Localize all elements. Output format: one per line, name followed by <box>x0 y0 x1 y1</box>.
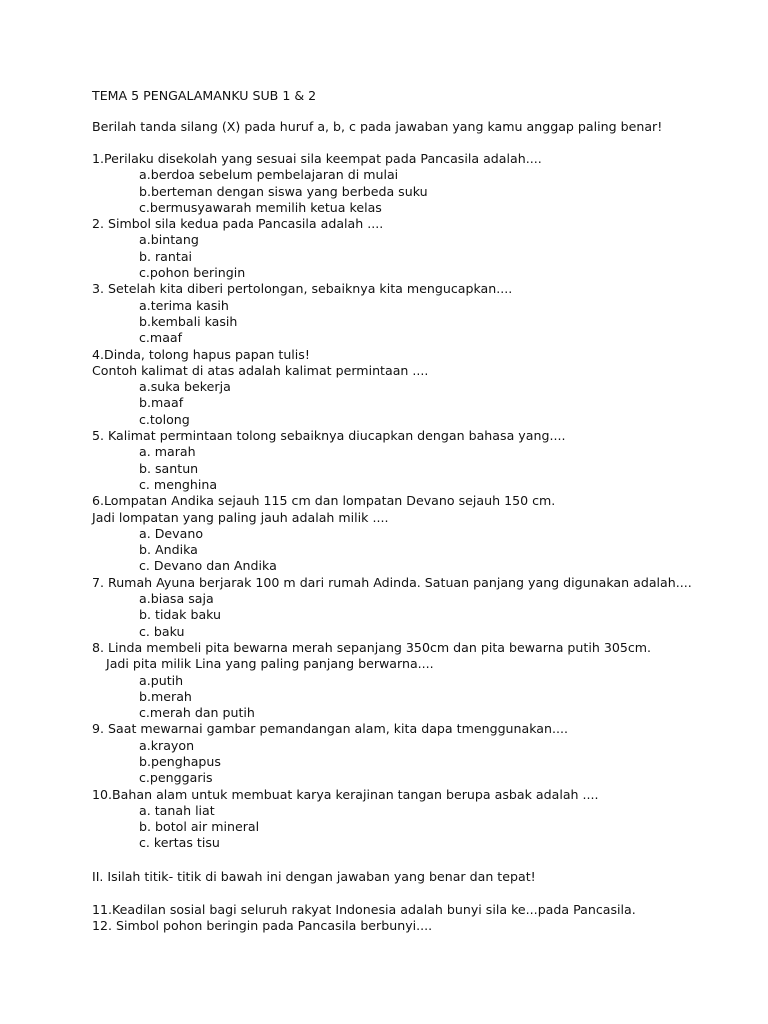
question-text: Contoh kalimat di atas adalah kalimat permintaan .... <box>92 362 429 378</box>
essay-section <box>92 902 636 935</box>
answer-option: c.pohon beringin <box>139 265 246 281</box>
question-text: 1.Perilaku disekolah yang sesuai sila keempat pada Pancasila adalah.... <box>92 151 542 166</box>
answer-option: b.maaf <box>139 395 184 411</box>
question-4 <box>92 347 742 428</box>
answer-option: b.merah <box>139 688 192 704</box>
answer-option: c. menghina <box>139 476 218 492</box>
question-text: 6.Lompatan Andika sejauh 115 cm dan lompatan Devano sejauh 150 cm. <box>92 493 556 509</box>
question-3 <box>92 281 742 346</box>
answer-option: c. kertas tisu <box>139 835 220 851</box>
answer-option: b. santun <box>139 460 199 476</box>
question-text: 10.Bahan alam untuk membuat karya kerajinan tangan berupa asbak adalah .... <box>92 786 599 802</box>
answer-option: b. tidak baku <box>139 607 222 623</box>
question-text: 8. Linda membeli pita bewarna merah sepanjang 350cm dan pita bewarna putih 305cm. <box>92 639 652 655</box>
instruction-text: Berilah tanda silang (X) pada huruf a, b, c pada jawaban yang kamu anggap paling benar! <box>92 119 663 134</box>
question-1 <box>92 151 742 216</box>
question-7 <box>92 575 742 640</box>
answer-option: c. baku <box>139 623 185 639</box>
question-5 <box>92 428 742 493</box>
question-text: 2. Simbol sila kedua pada Pancasila adalah .... <box>92 216 384 232</box>
question-2 <box>92 216 742 281</box>
answer-option: b.kembali kasih <box>139 313 238 329</box>
section-2-heading: II. Isilah titik- titik di bawah ini dengan jawaban yang benar dan tepat! <box>92 869 536 884</box>
answer-option: c.maaf <box>139 330 183 346</box>
question-text: 9. Saat mewarnai gambar pemandangan alam, kita dapa tmenggunakan.... <box>92 721 569 737</box>
answer-option: a.putih <box>139 672 184 688</box>
question-9 <box>92 721 742 786</box>
answer-option: c.tolong <box>139 411 190 427</box>
answer-option: b. Andika <box>139 542 198 558</box>
answer-option: a.suka bekerja <box>139 379 231 395</box>
answer-option: a. Devano <box>139 525 204 541</box>
question-10 <box>92 787 742 852</box>
answer-option: a.biasa saja <box>139 591 214 607</box>
answer-option: a. marah <box>139 444 196 460</box>
answer-option: a. tanah liat <box>139 802 215 818</box>
answer-option: a.terima kasih <box>139 297 229 313</box>
answer-option: c.penggaris <box>139 770 213 786</box>
answer-option: c. Devano dan Andika <box>139 558 277 574</box>
answer-option: b.berteman dengan siswa yang berbeda suku <box>139 183 428 199</box>
essay-question-12: 12. Simbol pohon beringin pada Pancasila berbunyi.... <box>92 918 433 934</box>
question-text: 7. Rumah Ayuna berjarak 100 m dari rumah Adinda. Satuan panjang yang digunakan adalah.... <box>92 574 692 590</box>
answer-option: a.berdoa sebelum pembelajaran di mulai <box>139 167 399 183</box>
question-text: 4.Dinda, tolong hapus papan tulis! <box>92 346 310 362</box>
answer-option: b. botol air mineral <box>139 819 260 835</box>
multiple-choice-section <box>92 151 742 852</box>
question-text: 5. Kalimat permintaan tolong sebaiknya diucapkan dengan bahasa yang.... <box>92 428 566 444</box>
question-text: Jadi lompatan yang paling jauh adalah milik .... <box>92 509 389 525</box>
answer-option: a.bintang <box>139 232 199 248</box>
answer-option: c.bermusyawarah memilih ketua kelas <box>139 199 382 215</box>
answer-option: c.merah dan putih <box>139 705 255 721</box>
essay-question-11: 11.Keadilan sosial bagi seluruh rakyat Indonesia adalah bunyi sila ke...pada Pancasila. <box>92 902 636 917</box>
question-8 <box>92 640 742 721</box>
question-text: 3. Setelah kita diberi pertolongan, sebaiknya kita mengucapkan.... <box>92 281 513 297</box>
answer-option: b. rantai <box>139 248 193 264</box>
question-text: Jadi pita milik Lina yang paling panjang berwarna.... <box>106 656 434 672</box>
question-6 <box>92 493 742 574</box>
answer-option: b.penghapus <box>139 753 221 769</box>
answer-option: a.krayon <box>139 737 195 753</box>
document-title: TEMA 5 PENGALAMANKU SUB 1 & 2 <box>92 88 317 103</box>
